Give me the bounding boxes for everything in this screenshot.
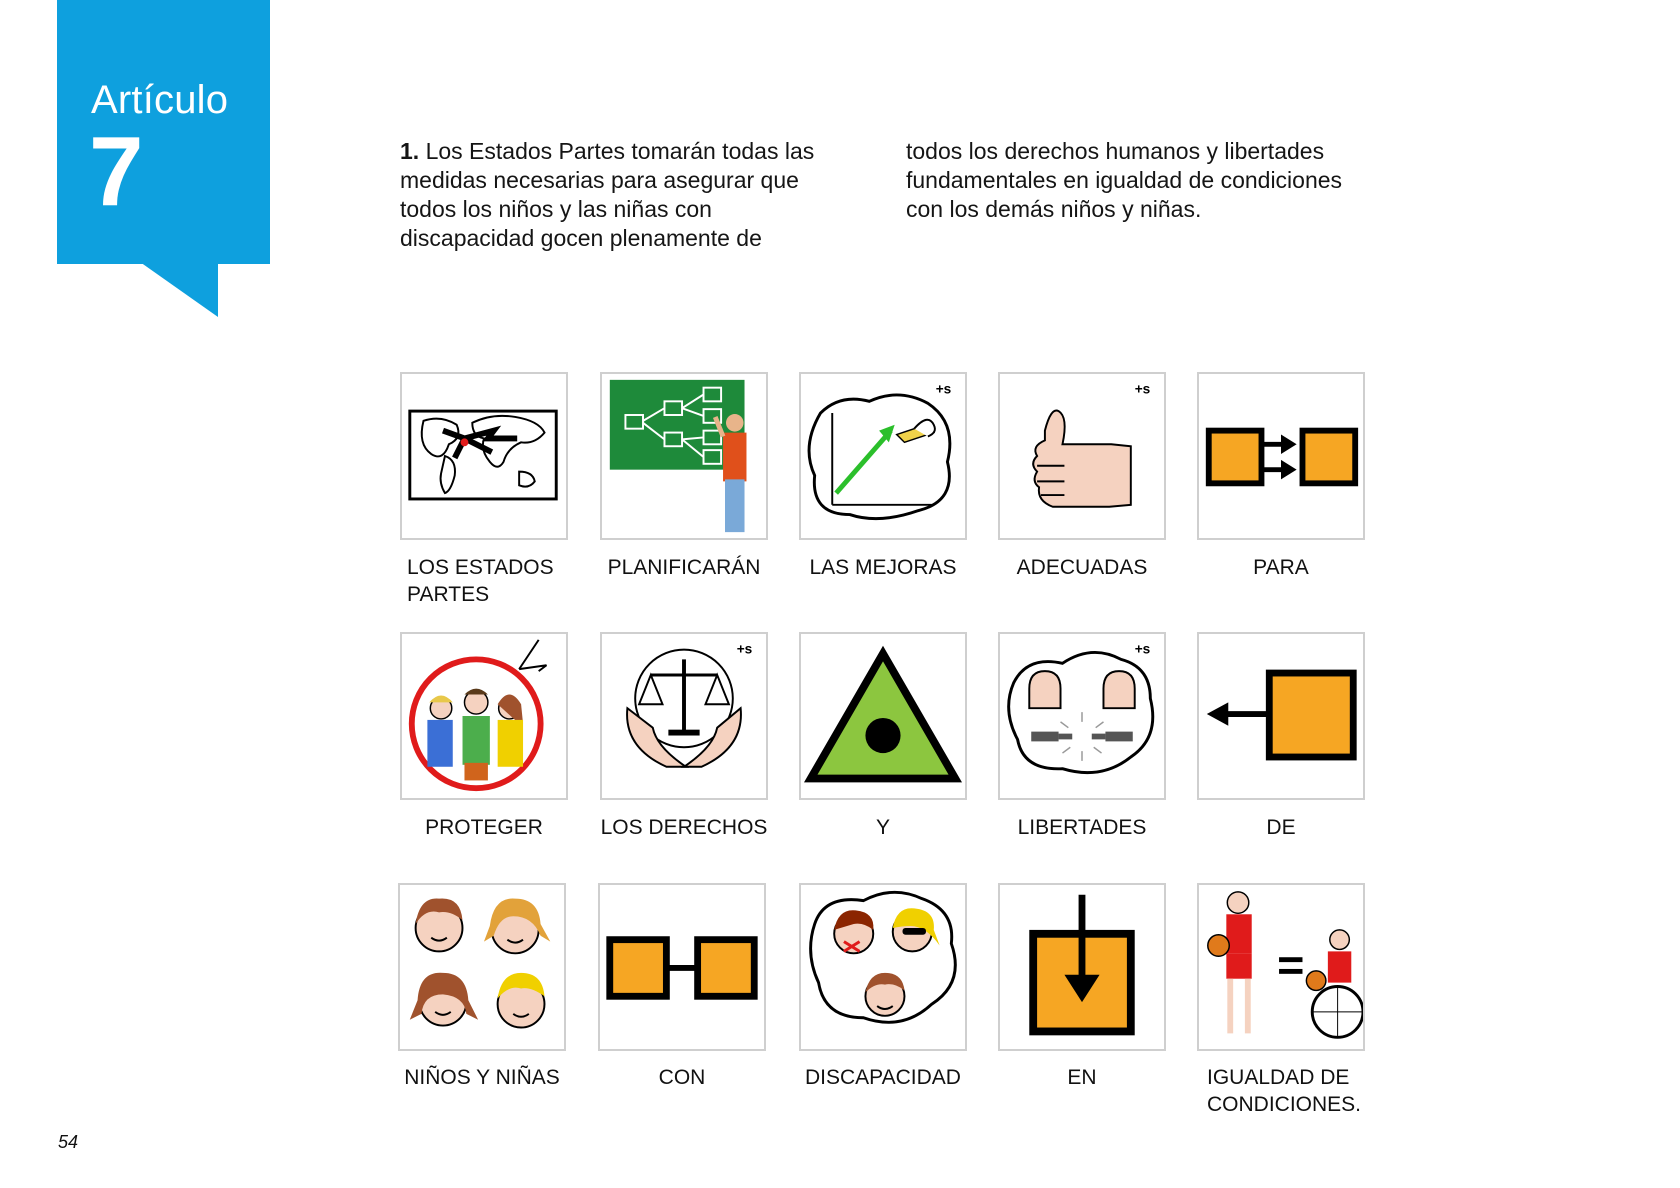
world-map-icon bbox=[402, 374, 566, 538]
pictogram-card-y bbox=[799, 632, 967, 800]
pictogram-label: PLANIFICARÁN bbox=[607, 556, 761, 579]
children-faces-icon bbox=[400, 885, 564, 1049]
page-number: 54 bbox=[58, 1132, 79, 1152]
pictogram-card-proteger bbox=[400, 632, 568, 800]
planning-board-icon bbox=[602, 374, 766, 538]
pictogram-label: LIBERTADES bbox=[1017, 816, 1147, 839]
plural-marker: +s bbox=[736, 641, 753, 657]
pictogram-label: NIÑOS Y NIÑAS bbox=[404, 1066, 560, 1089]
plural-marker: +s bbox=[1134, 381, 1151, 397]
arrow-into-square-icon bbox=[1000, 885, 1164, 1049]
pictogram-label: LAS MEJORAS bbox=[809, 556, 957, 579]
pictogram-label: CON bbox=[658, 1066, 706, 1089]
pictogram-card-ninos bbox=[398, 883, 566, 1051]
pictogram-card-mejoras bbox=[799, 372, 967, 540]
plural-marker: +s bbox=[935, 381, 952, 397]
article-number: 7 bbox=[89, 116, 144, 226]
pictogram-card-en bbox=[998, 883, 1166, 1051]
pictogram-label: PARA bbox=[1253, 556, 1309, 579]
green-triangle-icon bbox=[801, 634, 965, 798]
plural-marker: +s bbox=[1134, 641, 1151, 657]
justice-scale-icon bbox=[602, 634, 766, 798]
para-squares-icon bbox=[1199, 374, 1363, 538]
paragraph-right-column bbox=[906, 137, 1376, 224]
pictogram-label: Y bbox=[875, 816, 890, 839]
protect-people-icon bbox=[402, 634, 566, 798]
arrow-from-square-icon bbox=[1199, 634, 1363, 798]
pictogram-card-discapacidad bbox=[799, 883, 967, 1051]
pictogram-card-adecuadas bbox=[998, 372, 1166, 540]
pictogram-label: PROTEGER bbox=[425, 816, 543, 839]
broken-chains-icon bbox=[1000, 634, 1164, 798]
article-word: Artículo bbox=[91, 78, 229, 122]
pictogram-label: ADECUADAS bbox=[1016, 556, 1148, 579]
pictogram-card-derechos bbox=[600, 632, 768, 800]
pictogram-label: LOS DERECHOS bbox=[600, 816, 768, 839]
thumbs-up-icon bbox=[1000, 374, 1164, 538]
pictogram-card-de bbox=[1197, 632, 1365, 800]
paragraph-left-column bbox=[400, 137, 850, 253]
pictogram-label: DISCAPACIDAD bbox=[805, 1066, 961, 1089]
article-badge bbox=[57, 0, 270, 264]
linked-squares-icon bbox=[600, 885, 764, 1049]
disability-faces-icon bbox=[801, 885, 965, 1049]
pictogram-card-con bbox=[598, 883, 766, 1051]
pictogram-card-igualdad bbox=[1197, 883, 1365, 1051]
paragraph-number: 1. bbox=[400, 138, 420, 164]
paragraph-left-text: Los Estados Partes tomarán todas las medidas necesarias para asegurar que todos los niños y las niñas con discapacidad gocen plenamente de bbox=[400, 138, 815, 251]
paragraph-right-text: todos los derechos humanos y libertades fundamentales en igualdad de condiciones con los demás niños y niñas. bbox=[906, 138, 1343, 222]
pictogram-label: EN bbox=[1067, 1066, 1097, 1089]
pictogram-card-libertades bbox=[998, 632, 1166, 800]
pictogram-card-planificaran bbox=[600, 372, 768, 540]
pictogram-card-para bbox=[1197, 372, 1365, 540]
pictogram-label: LOS ESTADOS PARTES bbox=[407, 556, 554, 606]
pictogram-card-estados-partes bbox=[400, 372, 568, 540]
improvement-graph-icon bbox=[801, 374, 965, 538]
pictogram-label: IGUALDAD DE CONDICIONES. bbox=[1207, 1066, 1362, 1116]
pictogram-label: DE bbox=[1266, 816, 1296, 839]
badge-tail-icon bbox=[140, 262, 220, 318]
equality-basketball-icon bbox=[1199, 885, 1363, 1049]
